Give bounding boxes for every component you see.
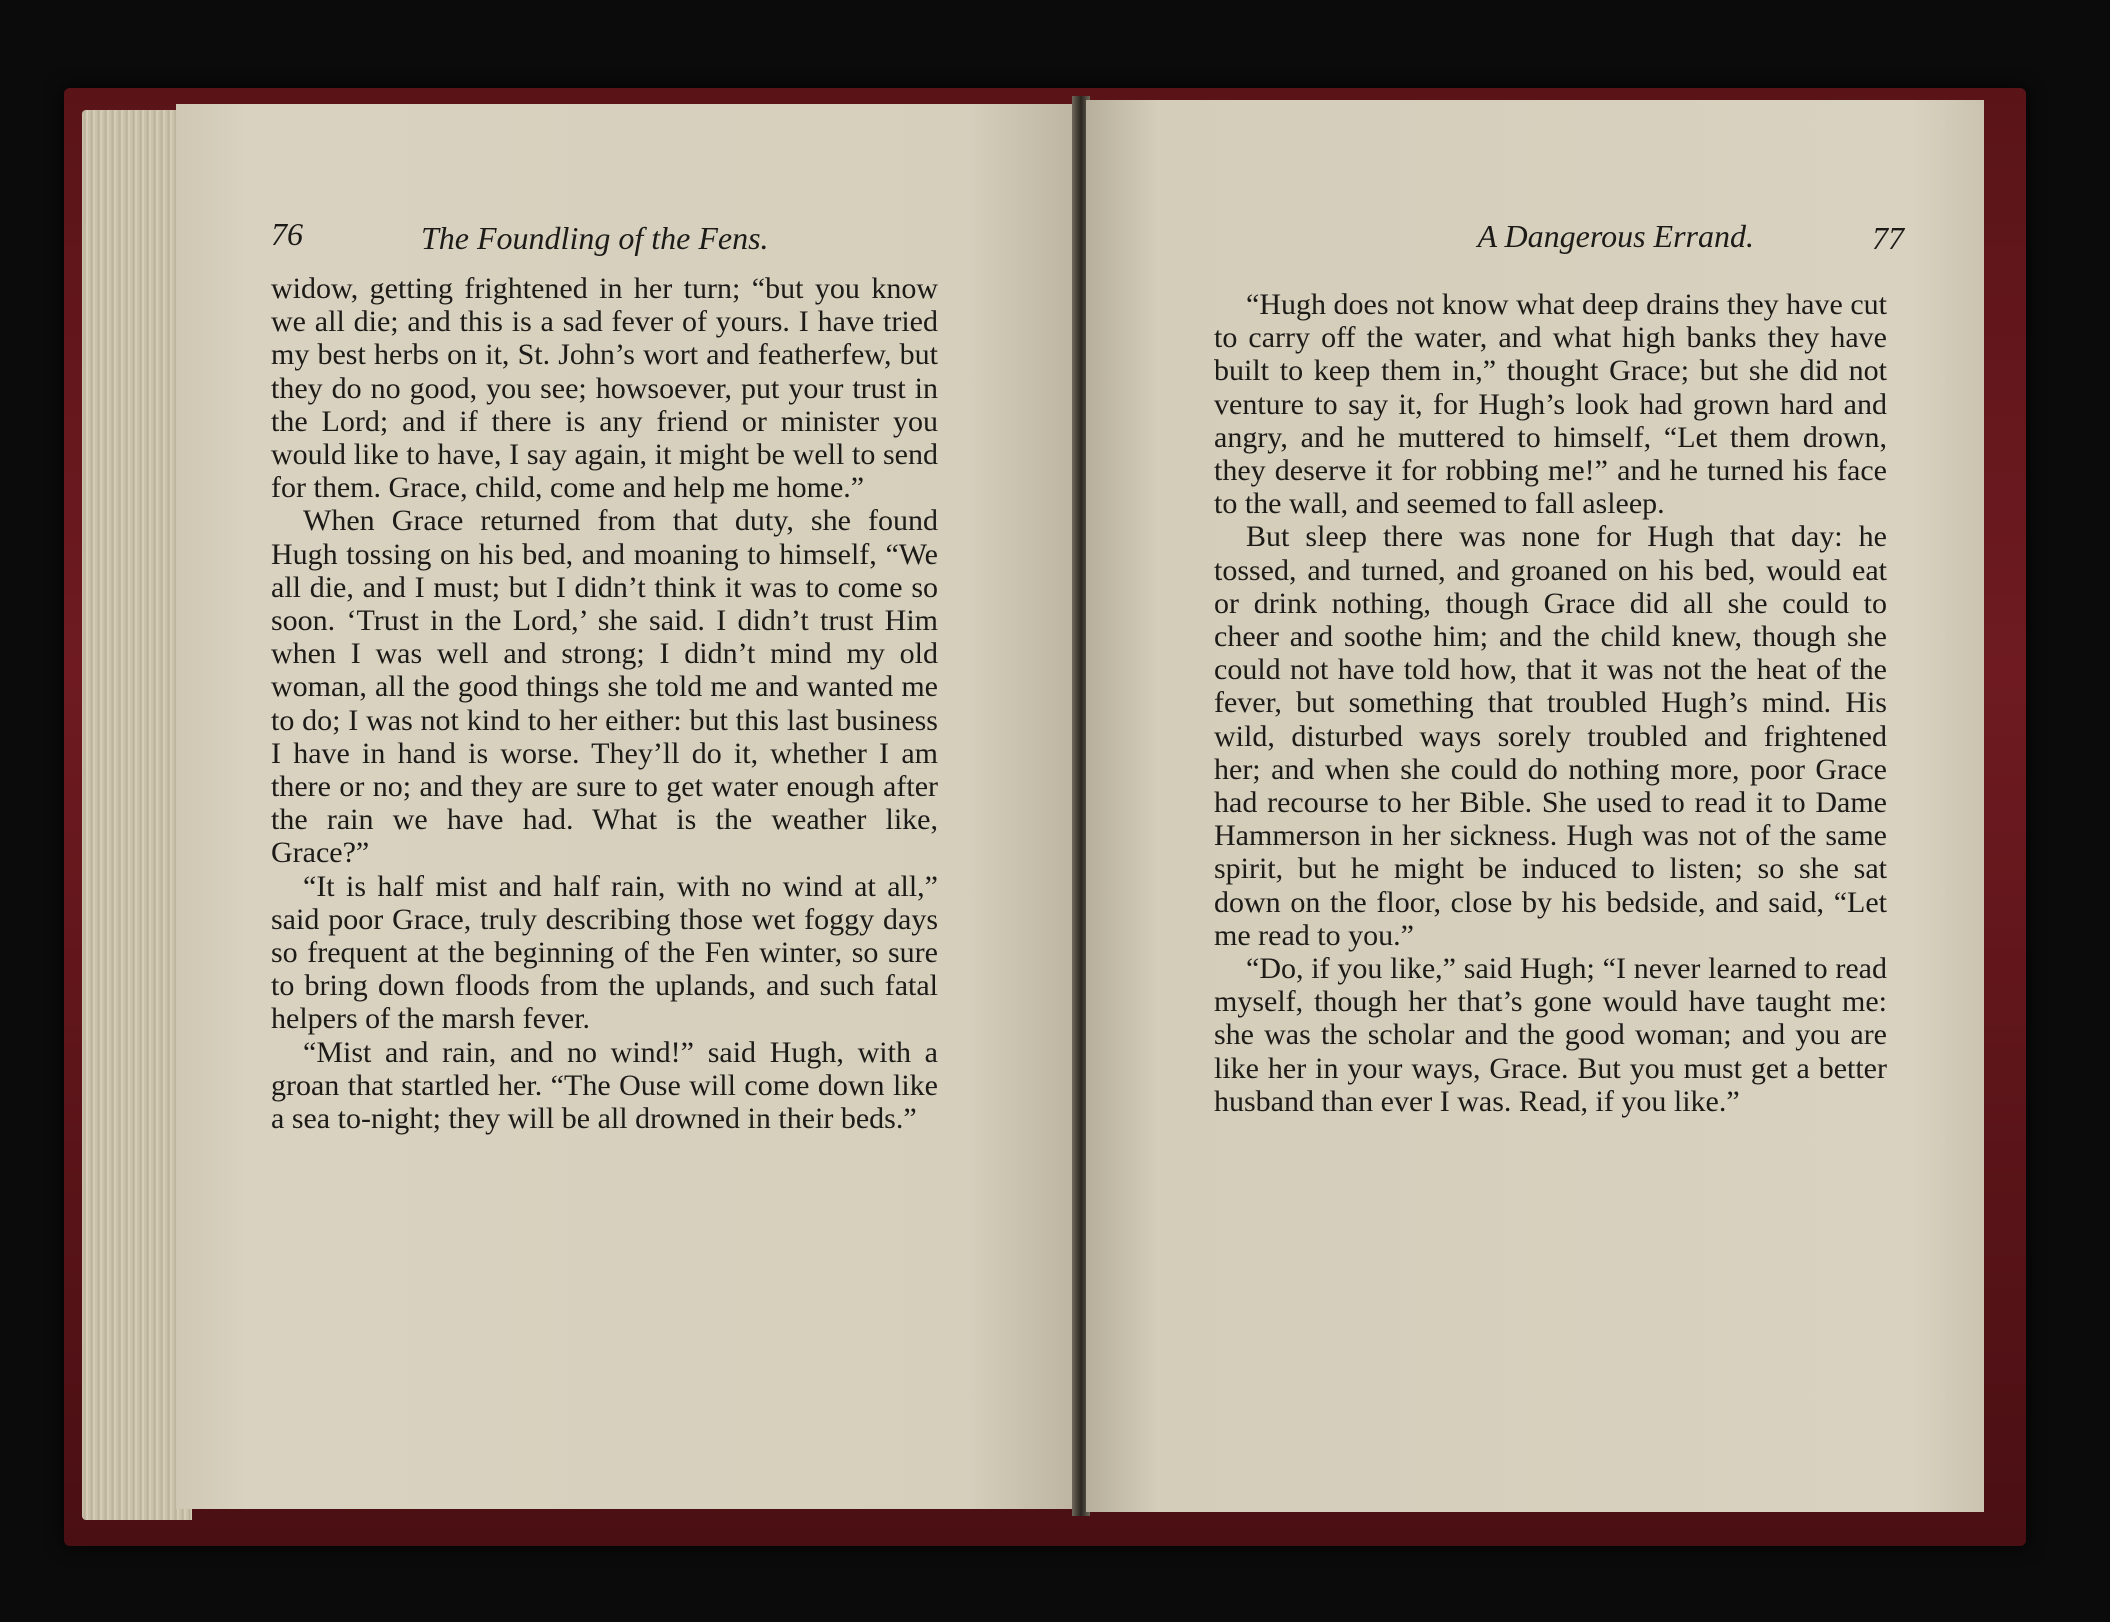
right-page-text — [1214, 288, 1887, 1118]
right-page-header — [1181, 212, 1904, 272]
right-running-title: A Dangerous Errand. — [1477, 218, 1754, 254]
left-page-text — [271, 272, 938, 1135]
left-running-title: The Foundling of the Fens. — [421, 220, 769, 256]
right-page — [1086, 100, 1984, 1512]
paragraph: “Do, if you like,” said Hugh; “I never learned to read myself, though her that’s gone would have taught me: she was the scholar and the good woman; and you are like her in your ways, Grace. But you must get a better husband than ever I was. Read, if you like.” — [1214, 952, 1887, 1118]
paragraph: “Mist and rain, and no wind!” said Hugh, with a groan that startled her. “The Ouse will come down like a sea to-night; they will be all drowned in their beds.” — [271, 1035, 938, 1136]
left-page-number: 76 — [271, 216, 303, 252]
paragraph: “Hugh does not know what deep drains they have cut to carry off the water, and what high banks they have built to keep them in,” thought Grace; but she did not venture to say it, for Hugh’s look had grown hard and angry, and he muttered to himself, “Let them drown, they deserve it for robbing me!” and he turned his face to the wall, and seemed to fall asleep. — [1214, 288, 1887, 521]
paragraph: widow, getting frightened in her turn; “but you know we all die; and this is a sad fever of yours. I have tried my best herbs on it, St. John’s wort and featherfew, but they do no good, you see; howsoever, put your trust in the Lord; and if there is any friend or minister you would like to have, I say again, it might be well to send for them. Grace, child, come and help me home.” — [271, 272, 938, 505]
paragraph: “It is half mist and half rain, with no wind at all,” said poor Grace, truly describing those wet foggy days so frequent at the beginning of the Fen winter, so sure to bring down floods from the uplands, and such fatal helpers of the marsh fever. — [271, 869, 938, 1036]
right-page-number: 77 — [1872, 220, 1904, 256]
left-page-header — [271, 216, 994, 276]
paragraph: But sleep there was none for Hugh that day: he tossed, and turned, and groaned on his bed, would eat or drink nothing, though Grace did all she could to cheer and soothe him; and the child knew, though she could not have told how, that it was not the heat of the fever, but something that troubled Hugh’s mind. His wild, disturbed ways sorely troubled and frightened her; and when she could do nothing more, poor Grace had recourse to her Bible. She used to read it to Dame Hammerson in her sickness. Hugh was not of the same spirit, but he might be induced to listen; so she sat down on the floor, close by his bedside, and said, “Let me read to you.” — [1214, 520, 1887, 952]
left-page — [176, 104, 1074, 1509]
paragraph: When Grace returned from that duty, she found Hugh tossing on his bed, and moaning to himself, “We all die, and I must; but I didn’t think it was to come so soon. ‘Trust in the Lord,’ she said. I didn’t trust Him when I was well and strong; I didn’t mind my old woman, all the good things she told me and wanted me to do; I was not kind to her either: but this last business I have in hand is worse. They’ll do it, whether I am there or no; and they are sure to get water enough after the rain we have had. What is the weather like, Grace?” — [271, 504, 938, 870]
